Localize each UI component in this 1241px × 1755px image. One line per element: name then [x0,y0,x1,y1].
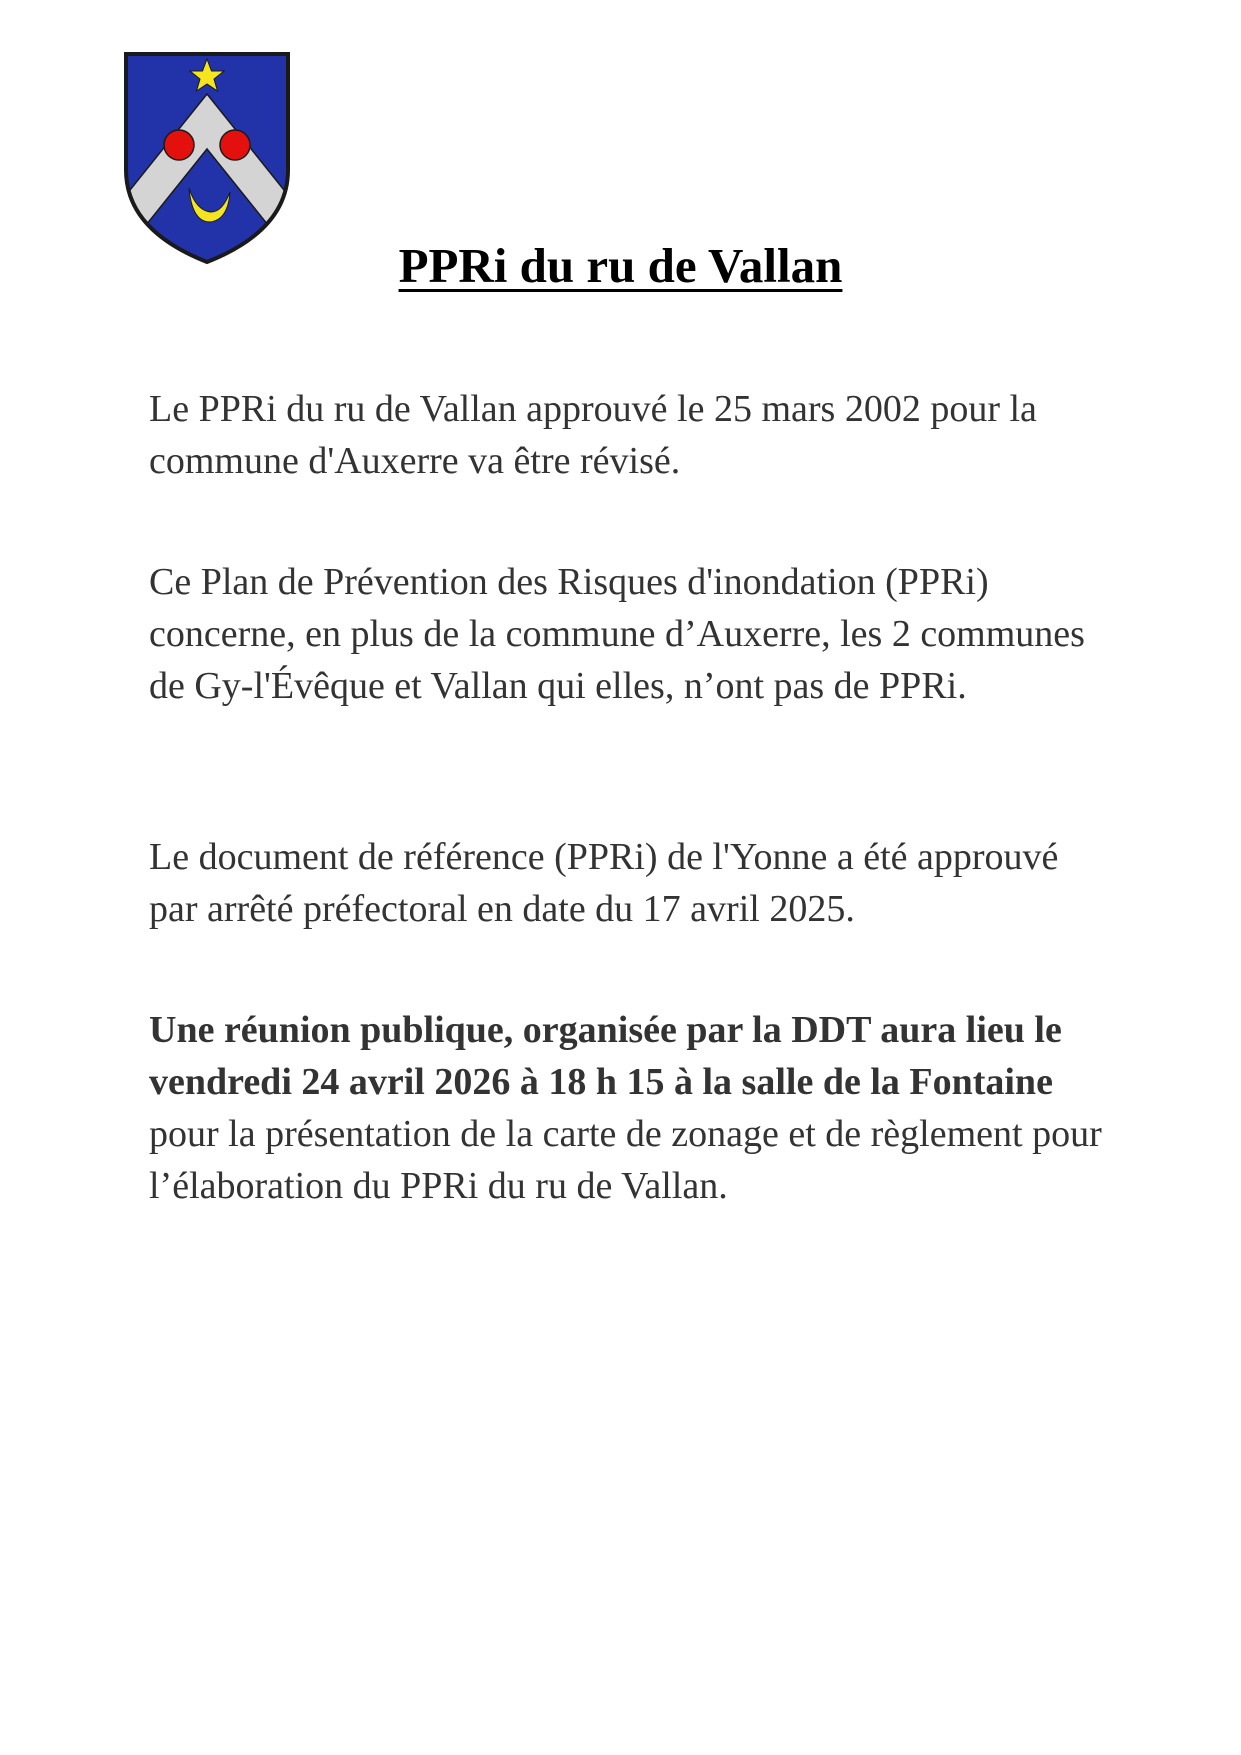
roundel-left [164,130,194,160]
paragraph-communes: Ce Plan de Prévention des Risques d'inondation (PPRi) concerne, en plus de la commune d’Auxerre, les 2 communes de Gy-l'Évêque et Vallan qui elles, n’ont pas de PPRi. [149,561,1085,707]
roundel-right [220,130,250,160]
meeting-announcement: Une réunion publique, organisée par la DDT aura lieu le vendredi 24 avril 2026 à 18 h 15 à la salle de la Fontaine [149,1009,1062,1103]
paragraph-meeting [149,1004,1109,1212]
meeting-purpose: pour la présentation de la carte de zonage et de règlement pour l’élaboration du PPRi du ru de Vallan. [149,1113,1102,1207]
document-title-text: PPRi du ru de Vallan [398,238,843,293]
document-title [0,234,1241,298]
paragraph-reference: Le document de référence (PPRi) de l'Yonne a été approuvé par arrêté préfectoral en date du 17 avril 2025. [149,836,1059,930]
paragraph-revision: Le PPRi du ru de Vallan approuvé le 25 mars 2002 pour la commune d'Auxerre va être révisé. [149,388,1037,482]
